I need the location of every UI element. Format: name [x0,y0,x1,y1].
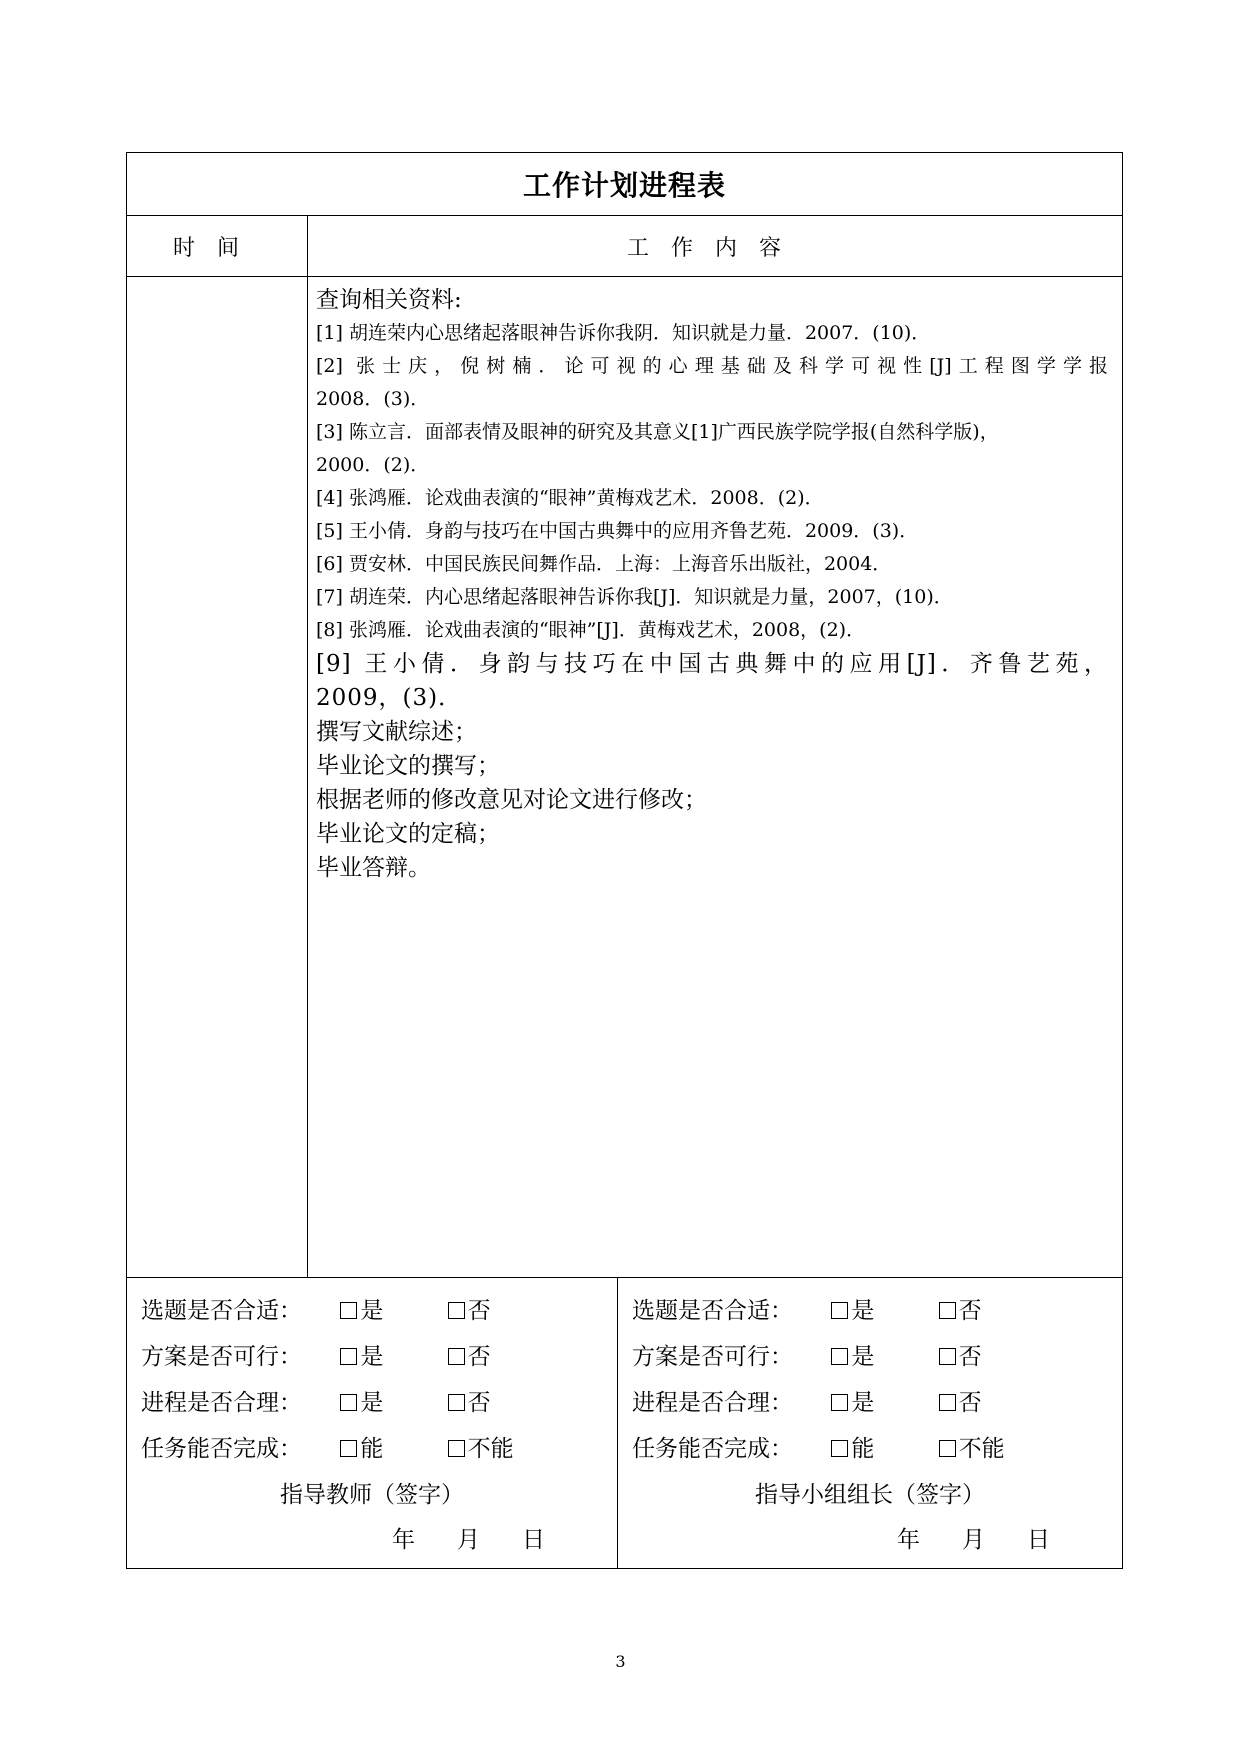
yes-option[interactable]: 是 [340,1334,440,1380]
teacher-signature-label: 指导教师（签字） [280,1482,464,1508]
page-number: 3 [615,1652,626,1671]
group-leader-evaluation [618,1278,1123,1569]
question-label: 任务能否完成： [632,1436,793,1462]
reference-item: [5] 王小倩．身韵与技巧在中国古典舞中的应用齐鲁艺苑．2009．(3)． [316,520,919,542]
question-label: 方案是否可行： [632,1344,793,1370]
task-item: 毕业论文的撰写； [316,753,500,779]
day-label: 日 [1027,1527,1051,1553]
reference-item: [3] 陈立言．面部表情及眼神的研究及其意义[1]广西民族学院学报(自然科学版)， [316,421,999,443]
question-row [632,1334,1122,1380]
teacher-evaluation [127,1278,618,1569]
checkbox-icon[interactable] [939,1440,956,1457]
question-row [141,1334,617,1380]
reference-item: [4] 张鸿雁．论戏曲表演的“眼神”黄梅戏艺术．2008．(2)． [316,487,824,509]
month-label: 月 [962,1527,986,1553]
question-label: 进程是否合理： [141,1390,302,1416]
reference-item: [9] 王小倩．身韵与技巧在中国古典舞中的应用[J]．齐鲁艺苑， [316,651,1109,677]
teacher-signature-date [141,1520,617,1566]
question-label: 选题是否合适： [141,1298,302,1324]
day-label: 日 [522,1527,545,1553]
yes-option[interactable]: 是 [831,1334,931,1380]
checkbox-icon[interactable] [340,1394,357,1411]
checkbox-icon[interactable] [448,1348,465,1365]
reference-item: [1] 胡连荣内心思绪起落眼神告诉你我阴．知识就是力量．2007．(10)． [316,322,931,344]
question-label: 方案是否可行： [141,1344,302,1370]
question-row [632,1426,1122,1472]
checkbox-icon[interactable] [939,1394,956,1411]
question-row [141,1380,617,1426]
checkbox-icon[interactable] [448,1302,465,1319]
group-leader-signature-label: 指导小组组长（签字） [755,1482,985,1508]
reference-item: 2008．(3)． [316,388,430,410]
work-content-cell [308,277,1123,1278]
time-header: 时间 [127,216,308,277]
no-option[interactable]: 否 [448,1334,548,1380]
reference-item: [2] 张士庆，倪树楠．论可视的心理基础及科学可视性[J]工程图学学报 [316,355,1109,377]
yes-option[interactable]: 是 [340,1380,440,1426]
checkbox-icon[interactable] [831,1440,848,1457]
reference-item: 2000．(2)． [316,454,430,476]
no-option[interactable]: 否 [939,1334,1039,1380]
reference-item: [8] 张鸿雁．论戏曲表演的“眼神”[J]．黄梅戏艺术，2008，(2)． [316,619,866,641]
question-label: 任务能否完成： [141,1436,302,1462]
year-label: 年 [392,1527,415,1553]
question-row [141,1288,617,1334]
checkbox-icon[interactable] [340,1302,357,1319]
reference-item: [6] 贾安林．中国民族民间舞作品．上海：上海音乐出版社，2004． [316,553,892,575]
question-row [632,1380,1122,1426]
question-label: 选题是否合适： [632,1298,793,1324]
checkbox-icon[interactable] [448,1394,465,1411]
table-title: 工作计划进程表 [127,153,1123,216]
checkbox-icon[interactable] [831,1394,848,1411]
group-leader-signature-date [632,1520,1122,1566]
time-column-cell [127,277,308,1278]
checkbox-icon[interactable] [939,1302,956,1319]
yes-option[interactable]: 是 [831,1380,931,1426]
checkbox-icon[interactable] [831,1302,848,1319]
yes-option[interactable]: 是 [340,1288,440,1334]
year-label: 年 [897,1527,921,1553]
yes-option[interactable]: 能 [340,1426,440,1472]
question-label: 进程是否合理： [632,1390,793,1416]
task-item: 撰写文献综述； [316,719,477,745]
reference-item: [7] 胡连荣．内心思绪起落眼神告诉你我[J]．知识就是力量，2007，(10)． [316,586,953,608]
no-option[interactable]: 不能 [939,1426,1039,1472]
checkbox-icon[interactable] [831,1348,848,1365]
checkbox-icon[interactable] [448,1440,465,1457]
no-option[interactable]: 不能 [448,1426,548,1472]
no-option[interactable]: 否 [939,1380,1039,1426]
question-row [632,1288,1122,1334]
checkbox-icon[interactable] [340,1348,357,1365]
reference-item: 2009，(3)． [316,685,463,711]
question-row [141,1426,617,1472]
task-item: 根据老师的修改意见对论文进行修改； [316,787,707,813]
checkbox-icon[interactable] [939,1348,956,1365]
references-intro: 查询相关资料: [316,287,462,313]
content-header: 工作内容 [308,216,1123,277]
no-option[interactable]: 否 [939,1288,1039,1334]
yes-option[interactable]: 能 [831,1426,931,1472]
no-option[interactable]: 否 [448,1380,548,1426]
yes-option[interactable]: 是 [831,1288,931,1334]
work-plan-table [126,152,1123,1569]
checkbox-icon[interactable] [340,1440,357,1457]
month-label: 月 [457,1527,480,1553]
no-option[interactable]: 否 [448,1288,548,1334]
task-item: 毕业论文的定稿； [316,821,500,847]
task-item: 毕业答辩。 [316,855,431,881]
